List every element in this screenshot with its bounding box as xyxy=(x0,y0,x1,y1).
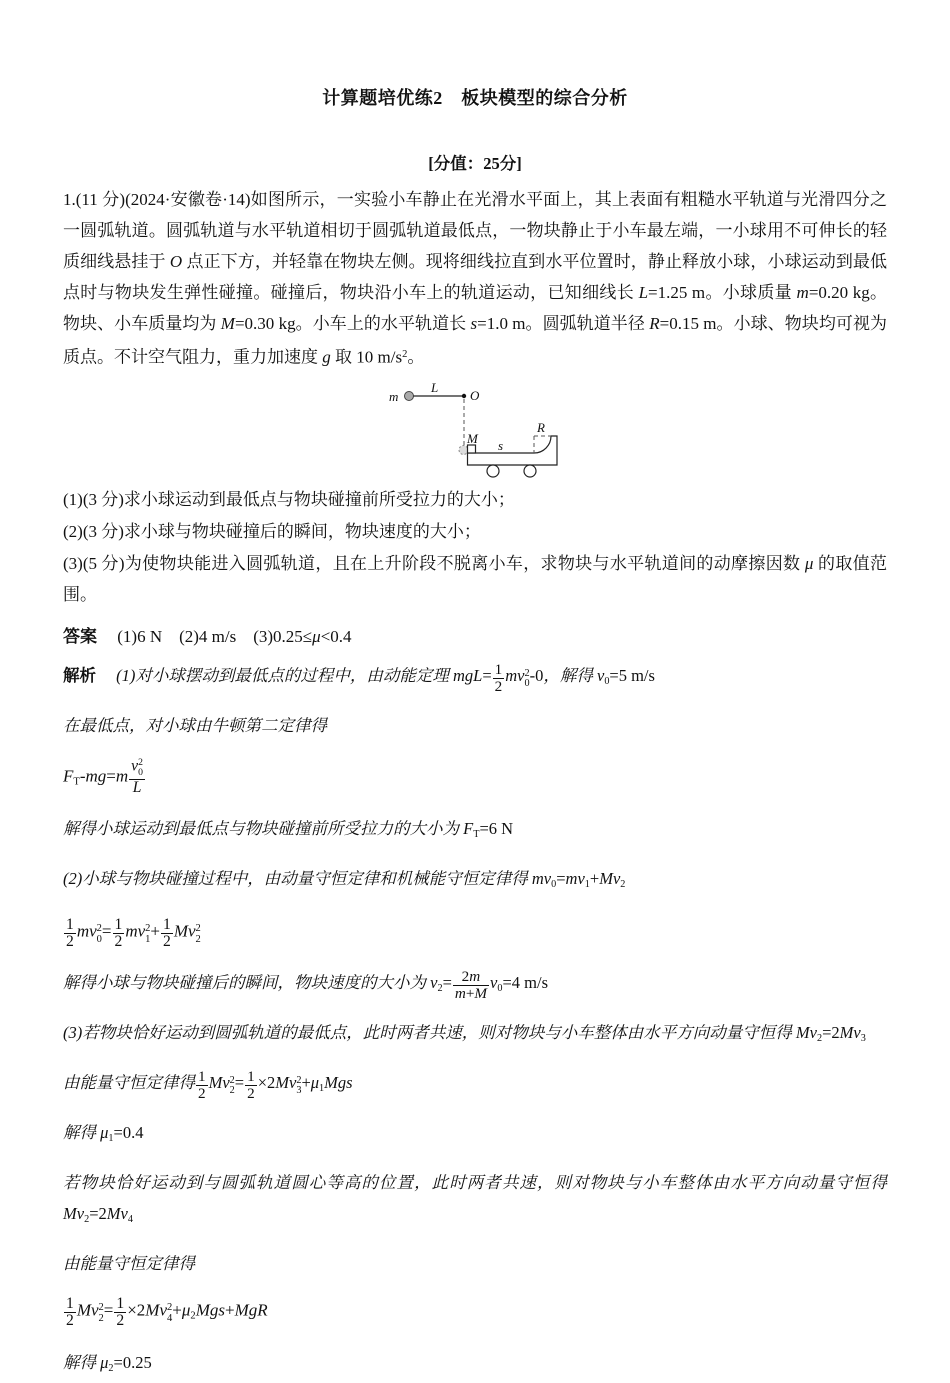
analysis-p7: 由能量守恒定律得 $\frac{1}{2}$ Mv 2 2 = $\frac{1}{2}$ ×2Mv 2 3 $+\mu_1Mgs$ xyxy=(63,1067,353,1102)
analysis-label: 解析 xyxy=(63,667,96,686)
block xyxy=(468,445,476,453)
page-title: 计算题培优练2 板块模型的综合分析 xyxy=(322,88,628,108)
label-m: m xyxy=(389,389,399,405)
problem-stem: 1.(11 分)(2024·安徽卷·14)如图所示，一实验小车静止在光滑水平面上，其上表面有粗糙水平轨道与光滑四分之一圆弧轨道。圆弧轨道与水平轨道相切于圆弧轨道最低点，一物块静止于小车最左端，一小球用不可伸长的轻质细线悬挂于 O 点正下方，并轻靠在物块左侧。现将细线拉直到水平位置时，静止释放小球，小球运动到最低点时与物块发生弹性碰撞。碰撞后，物块沿小车上的轨道运动，已知细线长 L=1.25 m。小球质量 m=0.20 kg。物块、小车质量均为 M=0.30 kg。小车上的水平轨道长 s=1.0 m。圆弧轨道半径 R=0.15 m。小球、物块均可视为质点。不计空气阻力，重力加速度 g 取 10 $m/s^2$。 xyxy=(63,190,888,367)
equation-energy-2: $\frac{1}{2}$ Mv 2 2 = $\frac{1}{2}$ ×2Mv 2 4 $+\mu_2Mgs+MgR$ xyxy=(66,1294,268,1330)
analysis-p6: (3)若物块恰好运动到圆弧轨道的最低点，此时两者共速，则对物块与小车整体由水平方向动量守恒得 $Mv_2=2Mv_3$ xyxy=(63,1023,866,1045)
analysis-p3: 解得小球运动到最低点与物块碰撞前所受拉力的大小为 $F_T=6$ N xyxy=(63,818,514,840)
analysis-p1 xyxy=(63,660,887,697)
analysis-p10: 由能量守恒定律得 xyxy=(63,1253,195,1273)
equation-newton-second-law: $F_T-mg=m$ v 2 0 L xyxy=(63,757,143,796)
label-O: O xyxy=(470,388,480,404)
wheel-left xyxy=(487,465,499,477)
pendulum-ball xyxy=(405,392,414,401)
label-M: M xyxy=(467,431,478,447)
label-L: L xyxy=(431,380,439,396)
answer-line xyxy=(63,622,887,647)
cart-body xyxy=(468,436,558,465)
analysis-p4: (2)小球与物块碰撞过程中，由动量守恒定律和机械能守恒定律得 $mv_0=mv_1+Mv_2$ xyxy=(63,868,626,890)
analysis-p11: 解得 $\mu_2=0.25$ xyxy=(63,1352,152,1374)
analysis-section xyxy=(63,660,887,1383)
answer-text: (1)6 N (2)4 m/s (3)0.25≤μ<0.4 xyxy=(117,627,352,647)
pendulum-cart-diagram xyxy=(387,382,563,480)
analysis-p2: 在最低点，对小球由牛顿第二定律得 xyxy=(63,716,327,736)
equation-energy-collision: $\frac{1}{2}$ mv 2 0 = $\frac{1}{2}$ mv 2 1 + $\frac{1}{2}$ Mv 2 2 xyxy=(66,915,201,951)
pivot-dot xyxy=(462,394,466,398)
wheel-right xyxy=(524,465,536,477)
analysis-p1-text: (1)对小球摆动到最低点的过程中，由动能定理 mgL= $\frac{1}{2}$ mv 2 0 -0，解得 $v_0=5$ m/s xyxy=(116,660,655,695)
label-s: s xyxy=(498,438,504,454)
analysis-p8: 解得 $\mu_1=0.4$ xyxy=(63,1123,144,1144)
label-R: R xyxy=(537,420,545,436)
score-line: [分值：25分] xyxy=(428,154,522,173)
answer-label: 答案 xyxy=(63,627,97,647)
analysis-p9: 若物块恰好运动到与圆弧轨道圆心等高的位置，此时两者共速，则对物块与小车整体由水平方向动量守恒得 $Mv_2=2Mv_4$ xyxy=(63,1172,887,1225)
problem-figure xyxy=(387,382,563,480)
question-1: (1)(3 分)求小球运动到最低点与物块碰撞前所受拉力的大小； xyxy=(63,490,515,510)
question-3: (3)(5 分)为使物块能进入圆弧轨道，且在上升阶段不脱离小车，求物块与水平轨道间的动摩擦因数 μ 的取值范围。 xyxy=(63,554,887,605)
question-2: (2)(3 分)求小球与物块碰撞后的瞬间，物块速度的大小； xyxy=(63,522,481,542)
analysis-p5: 解得小球与物块碰撞后的瞬间，物块速度的大小为 $v_2=$ $\frac{2m}{m+M}$ $v_0=4$ m/s xyxy=(63,967,549,1002)
ball-at-lowest-point xyxy=(459,446,468,455)
